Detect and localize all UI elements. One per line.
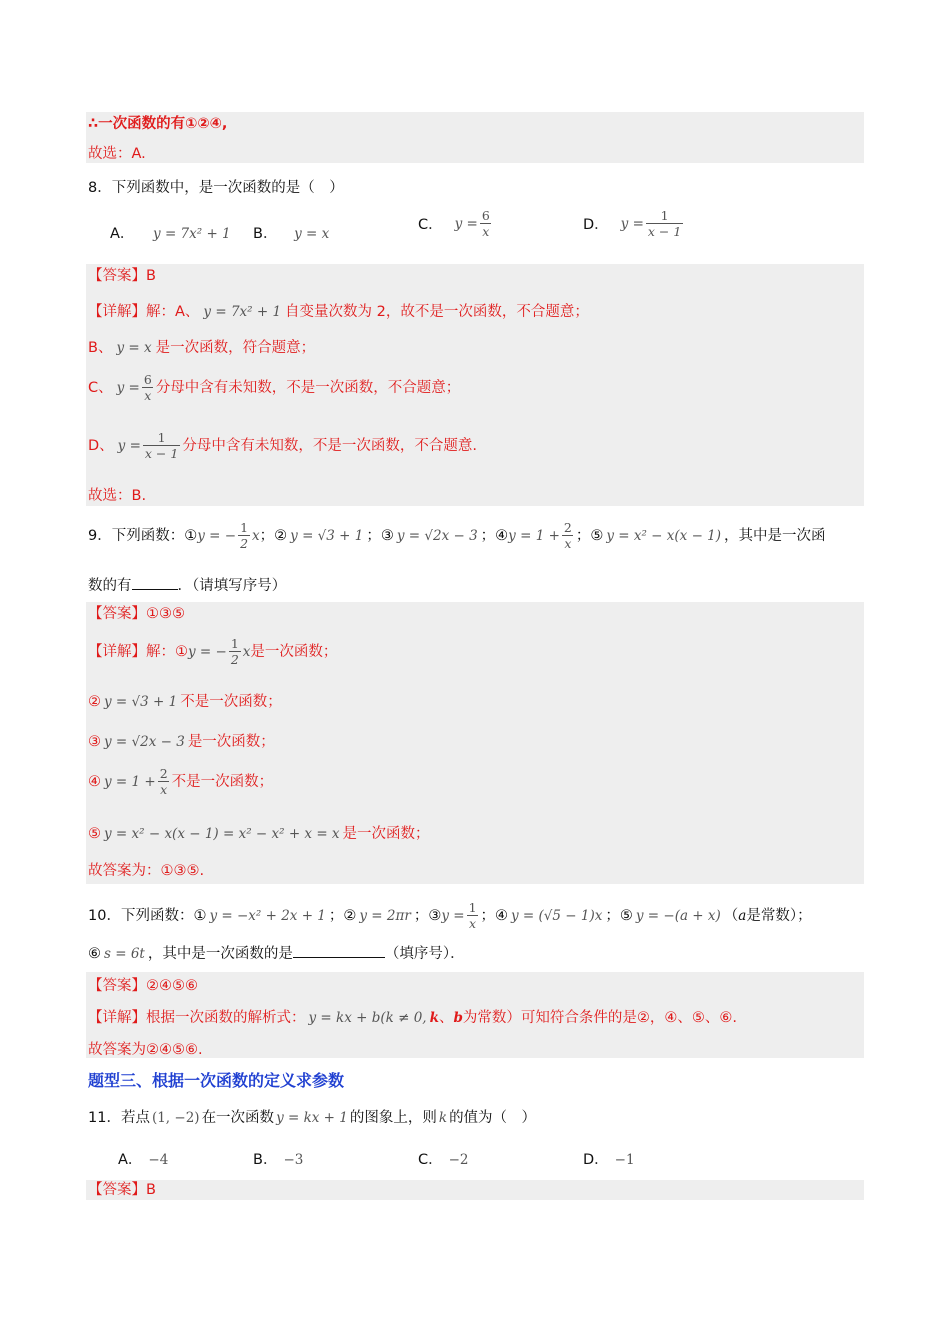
q8-detail-line-c: C、 y = $\frac{6}{x}$ 分母中含有未知数，不是一次函数，不合题意； <box>88 372 461 403</box>
q8-option-c <box>418 208 494 239</box>
option-lhs: y = <box>454 215 478 232</box>
answer-blank[interactable] <box>293 957 385 958</box>
fraction: $\frac{6}{x}$ <box>481 208 490 239</box>
q10-stem-line2: ⑥ s = 6t ，其中是一次函数的是 （填序号）． <box>88 946 465 962</box>
q8-detail-line-b: B、 y = x 是一次函数，符合题意； <box>88 340 316 356</box>
section-title: 题型三、根据一次函数的定义求参数 <box>88 1071 345 1090</box>
q9-detail-1: 【详解】 解：① y = − $\frac{1}{2}$ x 是一次函数； <box>88 636 338 667</box>
q9-answer: 【答案】①③⑤ <box>88 606 185 622</box>
option-label: D． <box>583 217 609 233</box>
q11-option-d: D． −1 <box>583 1152 635 1168</box>
q8-stem: 8．下列函数中，是一次函数的是（ ） <box>88 180 344 196</box>
q9-stem-line2: 数的有 ．（请填写序号） <box>88 578 287 594</box>
q10-detail: 【详解】根据一次函数的解析式： y = kx + b(k ≠ 0, k、b为常数）可知符合条件的是②，④、⑤、⑥. <box>88 1010 737 1026</box>
q11-stem: 11．若点 (1, −2) 在一次函数 y = kx + 1 的图象上，则 k 的值为（ ） <box>88 1110 537 1126</box>
fraction: $\frac{2}{x}$ <box>159 766 168 797</box>
fraction: $\frac{1}{2}$ <box>240 520 249 551</box>
q11-option-a: A． −4 <box>118 1152 169 1168</box>
q11-answer-block <box>86 1180 864 1200</box>
q11-option-c: C． −2 <box>418 1152 469 1168</box>
q8-answer: 【答案】B <box>88 268 156 284</box>
prev-choice: 故选：A. <box>88 146 146 162</box>
fraction: $\frac{1}{2}$ <box>230 636 239 667</box>
q10-stem: 10．下列函数：① y = −x² + 2x + 1 ；② y = 2πr ；③ y = $\frac{1}{x}$ ；④ y = (√5 − 1)x ；⑤ y = −(a + x) （ a 是常数）； <box>88 900 812 931</box>
q9-stem: 9．下列函数：① y = − $\frac{1}{2}$ x ；② y = √3 + 1 ；③ y = √2x − 3 ；④ y = 1 + $\frac{2}{x}$ ；⑤ y = x² − x(x − 1) ，其中是一次函 <box>88 520 826 551</box>
option-label: A． <box>110 226 135 242</box>
q10-result: 故答案为②④⑤⑥. <box>88 1042 203 1058</box>
fraction: $\frac{6}{x}$ <box>143 372 152 403</box>
q11-answer: 【答案】B <box>88 1182 156 1198</box>
fraction: $\frac{1}{x}$ <box>468 900 477 931</box>
option-lhs: y = <box>620 215 644 232</box>
prev-conclusion: ∴一次函数的有①②④, <box>88 116 228 132</box>
q10-answer: 【答案】②④⑤⑥ <box>88 978 198 994</box>
q8-detail-line-a: 【详解】解：A、 y = 7x² + 1 自变量次数为 2，故不是一次函数，不合题意； <box>88 304 589 320</box>
q9-detail-3: ③ y = √2x − 3 是一次函数； <box>88 734 275 750</box>
option-expr: y = x <box>294 226 330 242</box>
fraction: $\frac{1}{x - 1}$ <box>144 430 179 461</box>
q9-detail-2: ② y = √3 + 1 不是一次函数； <box>88 694 282 710</box>
answer-blank[interactable] <box>132 589 178 590</box>
option-expr: y = 7x² + 1 <box>153 226 231 242</box>
q8-choice: 故选：B. <box>88 488 147 504</box>
q8-option-b <box>253 222 329 243</box>
fraction: $\frac{2}{x}$ <box>563 520 572 551</box>
q9-detail-4: ④ y = 1 + $\frac{2}{x}$ 不是一次函数； <box>88 766 274 797</box>
q8-option-d <box>583 208 685 239</box>
fraction: $\frac{1}{x - 1}$ <box>647 208 682 239</box>
q11-option-b: B． −3 <box>253 1152 304 1168</box>
option-label: B． <box>253 226 278 242</box>
q8-detail-line-d: D、 y = $\frac{1}{x - 1}$ 分母中含有未知数，不是一次函数，不合题意. <box>88 430 477 461</box>
q8-option-a <box>110 222 231 243</box>
option-label: C． <box>418 217 443 233</box>
q9-detail-5: ⑤ y = x² − x(x − 1) = x² − x² + x = x 是一次函数； <box>88 826 430 842</box>
q9-result: 故答案为：①③⑤. <box>88 863 205 879</box>
